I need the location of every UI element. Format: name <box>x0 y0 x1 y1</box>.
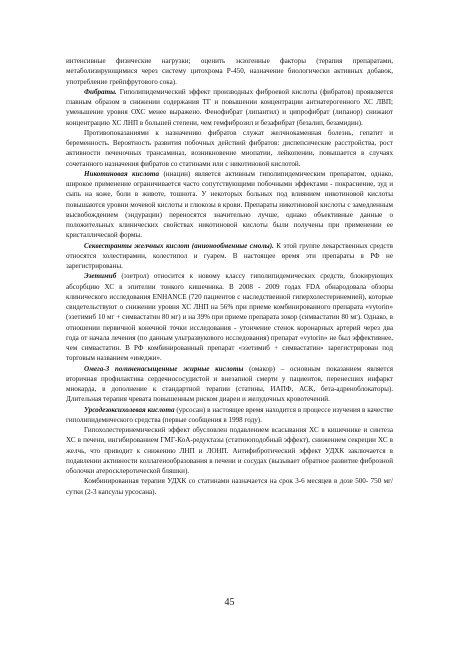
page-number: 45 <box>224 597 235 608</box>
term-nicotinic-acid: Никотиновая кислота <box>84 169 159 178</box>
paragraph-fibrates: Фибраты. Гиполипидемический эффект производных фиброевой кислоты (фибратов) проявляется главным образом в снижении содержания ТГ и повышении концентрации антиатерогенного ХС ЛВП; уменьшение уровня ОХС менее выражено. Фенофибрат (липантил) и ципрофибрат (липанор) снижают концентрацию ХС ЛНП в большей степени, чем гемфиброзил и безафибрат (безалип, безамидин). <box>66 87 393 127</box>
paragraph-nicotinic-acid: Никотиновая кислота (ниацин) является активным гиполипидемическим препаратом, однако, широкое применение ограничивается часто сопутствующими побочными эффектами - покраснение, зуд и сыпь на коже, боли в животе, тошнота. У некоторых больных под влиянием никотиновой кислоты повышаются уровни мочевой кислоты и глюкозы в крови. Препараты никотиновой кислоты с замедленным высвобождением (эндурацин) переносятся значительно лучше, однако объективные данные о положительных клинических свойствах никотиновой кислоты были получены при применении ее кристаллической формы. <box>66 169 393 240</box>
paragraph-hypocholesterolemic-effect: Гипохолестеринемический эффект обусловлен подавлением всасывания ХС в кишечнике и синтеза ХС в печени, ингибированием ГМГ-КоА-редуктазы (статиноподобный эффект), снижением секреции ХС в желчь, что приводит к снижению ЛНП и ЛОНП. Антифибротический эффект УДХК заключается в подавлении активности коллагенообразования в печени и сосудах (вызывает обратное развитие фиброзной оболочки атеросклеротической бляшки). <box>66 426 393 475</box>
paragraph-intro: интенсивные физические нагрузки; оценить экзогенные факторы (терапия препаратами, метаболизирующимися через систему цитохрома Р-450, назначение биологически активных добавок, употребление грейпфрутового сока). <box>66 57 393 86</box>
paragraph-ezetimibe: Эзетимиб (эзетрол) относится к новому классу гиполипидемических средств, блокирующих абсорбцию ХС в эпителии тонкого кишечника. В 2008 - 2009 годах FDA обнародовала обзоры клинического исследования ENHANCE (720 пациентов с наследственной гиперхолестеринемией), которые свидетельствуют о снижении уровня ХС ЛНП на 56% при приеме комбинированного препарата «vytorin» (эзетимиб 10 мг + симвастатин 80 мг) и на 39% при приеме препарата зокор (симвастатин 80 мг). Однако, в отношении первичной конечной точки исследования - утончение стенок коронарных артерий через два года от начала лечения (по данным ультразвукового исследования) препарат «vytorin» не был эффективнее, чем симвастатин. В РФ комбинированный препарат «эзетимиб + симвастатин» зарегистрирован под торговым названием «инеджи». <box>66 272 393 363</box>
paragraph-omega-3: Омега-3 полиненасыщенные жирные кислоты (омакор) – основным показанием является вторичная профилактика сердечнососудистой и внезапной смерти у пациентов, перенесших инфаркт миокарда, в дополнение к стандартной терапии (статины, ИАПФ, АСК, бета-адреноблокаторы). Длительная терапия чревата повышенным риском диареи и желудочных кровотечений. <box>66 364 394 404</box>
term-omega-3: Омега-3 полиненасыщенные жирные кислоты <box>84 364 244 373</box>
paragraph-bile-acid-sequestrants: Секвестранты желчных кислот (анионообменные смолы). К этой группе лекарственных средств относятся холестирамин, колестипол и гуарем. В настоящее время эти препараты в РФ не зарегистрированы. <box>66 241 393 270</box>
paragraph-combination-therapy: Комбинированная терапия УДХК со статинами назначается на срок 3-6 месяцев в дозе 500- 750 мг/сутки (2-3 капсулы урсосана). <box>66 477 393 496</box>
paragraph-contraindications: Противопоказаниями к назначению фибратов служат желчнокаменная болезнь, гепатит и беременность. Вероятность развития побочных действий фибратов: диспепсические расстройства, рост активности печеночных трансаминаз, возникновение миопатии, лейкопении, повышается в случаях сочетанного назначения фибратов со статинами или с никотиновой кислотой. <box>66 128 393 168</box>
term-fibrates: Фибраты. <box>84 87 117 96</box>
term-ezetimibe: Эзетимиб <box>84 272 117 281</box>
term-sequestrants: Секвестранты желчных кислот (анионообменные смолы). <box>84 241 274 250</box>
paragraph-udca: Урсодезоксихолевая кислота (урсосан) в настоящее время находится в процессе изучения в качестве гиполипидемического средства (первые сообщения в 1998 году). <box>66 405 394 424</box>
term-udca: Урсодезоксихолевая кислота <box>84 405 175 414</box>
